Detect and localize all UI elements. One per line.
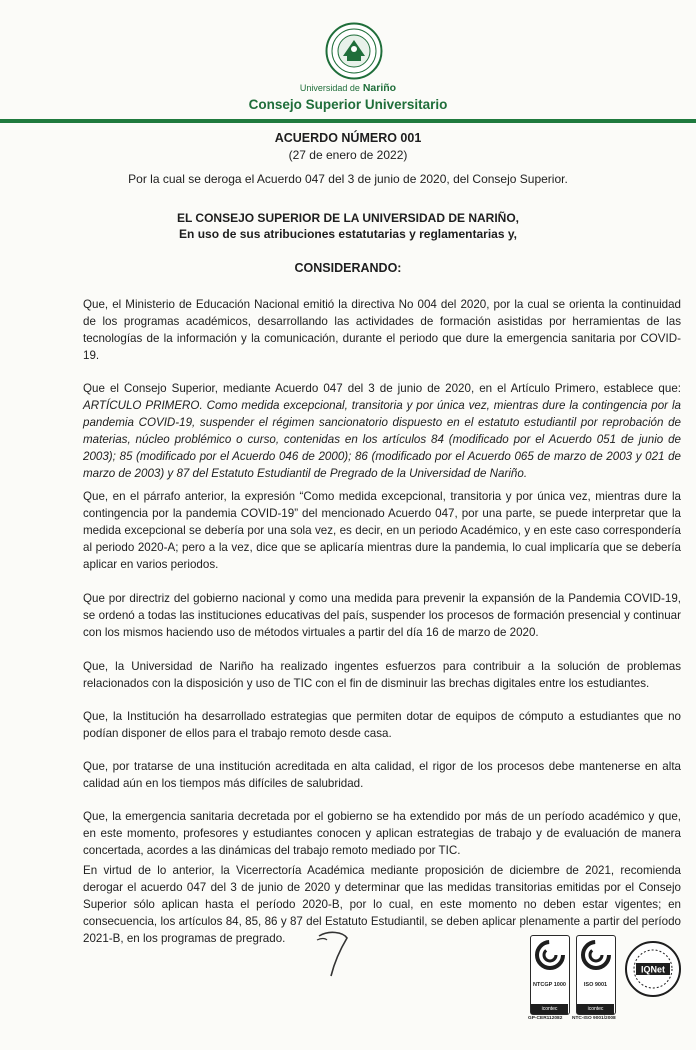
paragraph-5: Que, la Universidad de Nariño ha realizado ingentes esfuerzos para contribuir a la solución de problemas relacionados con la disposición y uso de TIC con el fin de disminuir las brechas digitales entre los estudiantes. (83, 660, 681, 690)
header-divider (0, 119, 696, 123)
agreement-number: ACUERDO NÚMERO 001 (274, 131, 422, 145)
cert-brand: icontec (577, 1004, 614, 1014)
certification-logo-ntcgp (530, 935, 570, 1015)
cert-code: GP-CER112082 (528, 1016, 563, 1021)
agreement-date: (27 de enero de 2022) (288, 148, 408, 162)
council-name: Consejo Superior Universitario (248, 97, 448, 112)
iqnet-label: IQNet (640, 964, 666, 975)
signature-mark (313, 926, 353, 978)
paragraph-6: Que, la Institución ha desarrollado estrategias que permiten dotar de equipos de cómputo a estudiantes que no podían disponer de ellos para el trabajo remoto desde casa. (83, 710, 681, 740)
paragraph-1: Que, el Ministerio de Educación Nacional emitió la directiva No 004 del 2020, por la cual se orienta la continuidad de los programas académicos, desarrollando las actividades de formación asistidas por herramientas de las tecnologías de la información y la comunicación, durante el periodo que dure la emergencia sanitaria por COVID-19. (83, 298, 681, 362)
paragraph-2 (83, 380, 681, 482)
cert-code: NTC-ISO 9001/2008 (572, 1016, 616, 1021)
powers-heading: En uso de sus atribuciones estatutarias y reglamentarias y, (179, 227, 517, 241)
paragraph-7: Que, por tratarse de una institución acreditada en alta calidad, el rigor de los procesos debe mantenerse en alta calidad aún en los tiempos más difíciles de salubridad. (83, 760, 681, 790)
paragraph-3: Que, en el párrafo anterior, la expresión “Como medida excepcional, transitoria y por única vez, mientras dure la contingencia por la pandemia COVID-19” del mencionado Acuerdo 047, por una parte, se puede interpretar que la medida excepcional se debería por una sola vez, es decir, en un periodo Académico, y en este caso correspondería al periodo 2020-A; pero a la vez, dice que se aplicaría mientras dure la pandemia, lo cual implicaría que se debería aplicar en varios periodos. (83, 490, 681, 571)
university-name: Universidad de Nariño (299, 82, 397, 94)
paragraph-9: En virtud de lo anterior, la Vicerrectoría Académica mediante proposición de diciembre de 2021, recomienda derogar el acuerdo 047 del 3 de junio de 2020 y determinar que las medidas transitorias emitidas por el Consejo Superior sólo aplican hasta el período 2020-B, por lo cual, en este momento no deben estar vigentes; en consecuencia, los artículos 84, 85, 86 y 87 del Estatuto Estudiantil, se deben aplicar plenamente a partir del período 2021-B, en los programas de pregrado. (83, 864, 681, 945)
cert-label: ISO 9001 (583, 982, 608, 988)
paragraph-8: Que, la emergencia sanitaria decretada por el gobierno se ha extendido por más de un período académico y que, en este momento, profesores y estudiantes conocen y aplican estrategias de trabajo y de evaluación de manera concertada, acordes a las dinámicas del trabajo remoto mediado por TIC. (83, 810, 681, 857)
paragraph-2-quote: ARTÍCULO PRIMERO. Como medida excepcional, transitoria y por única vez, mientras dure la contingencia por la pandemia COVID-19, suspender el régimen sancionatorio dispuesto en el estatuto estudiantil por reprobación de materias, núcleo problémico o curso, contenidas en los artículos 84 (modificado por el Acuerdo 051 de junio de 2003); 85 (modificado por el Acuerdo 046 de 2000); 86 (modificado por el Acuerdo 065 de marzo de 2003 y 021 de marzo de 2003) y 87 del Estatuto Estudiantil de Pregrado de la Universidad de Nariño. (83, 399, 681, 480)
university-seal-icon (325, 22, 383, 80)
cert-brand: icontec (531, 1004, 568, 1014)
iqnet-seal-icon (624, 940, 682, 998)
considering-heading: CONSIDERANDO: (294, 261, 402, 275)
icontec-icon (534, 939, 566, 971)
paragraph-4: Que por directriz del gobierno nacional y como una medida para prevenir la expansión de la Pandemia COVID-19, se ordenó a todas las instituciones educativas del país, suspender los procesos de formación presencial y continuar con los mismos haciendo uso de métodos virtuales a partir del día 16 de marzo de 2020. (83, 592, 681, 639)
agreement-subject: Por la cual se deroga el Acuerdo 047 del 3 de junio de 2020, del Consejo Superior. (128, 172, 568, 186)
paragraph-2-intro: Que el Consejo Superior, mediante Acuerdo 047 del 3 de junio de 2020, en el Artículo Primero, establece que: (83, 382, 681, 395)
certification-logo-iso (576, 935, 616, 1015)
cert-label: NTCGP 1000 (533, 982, 566, 988)
issuer-heading: EL CONSEJO SUPERIOR DE LA UNIVERSIDAD DE NARIÑO, (176, 211, 520, 225)
icontec-icon (580, 939, 612, 971)
